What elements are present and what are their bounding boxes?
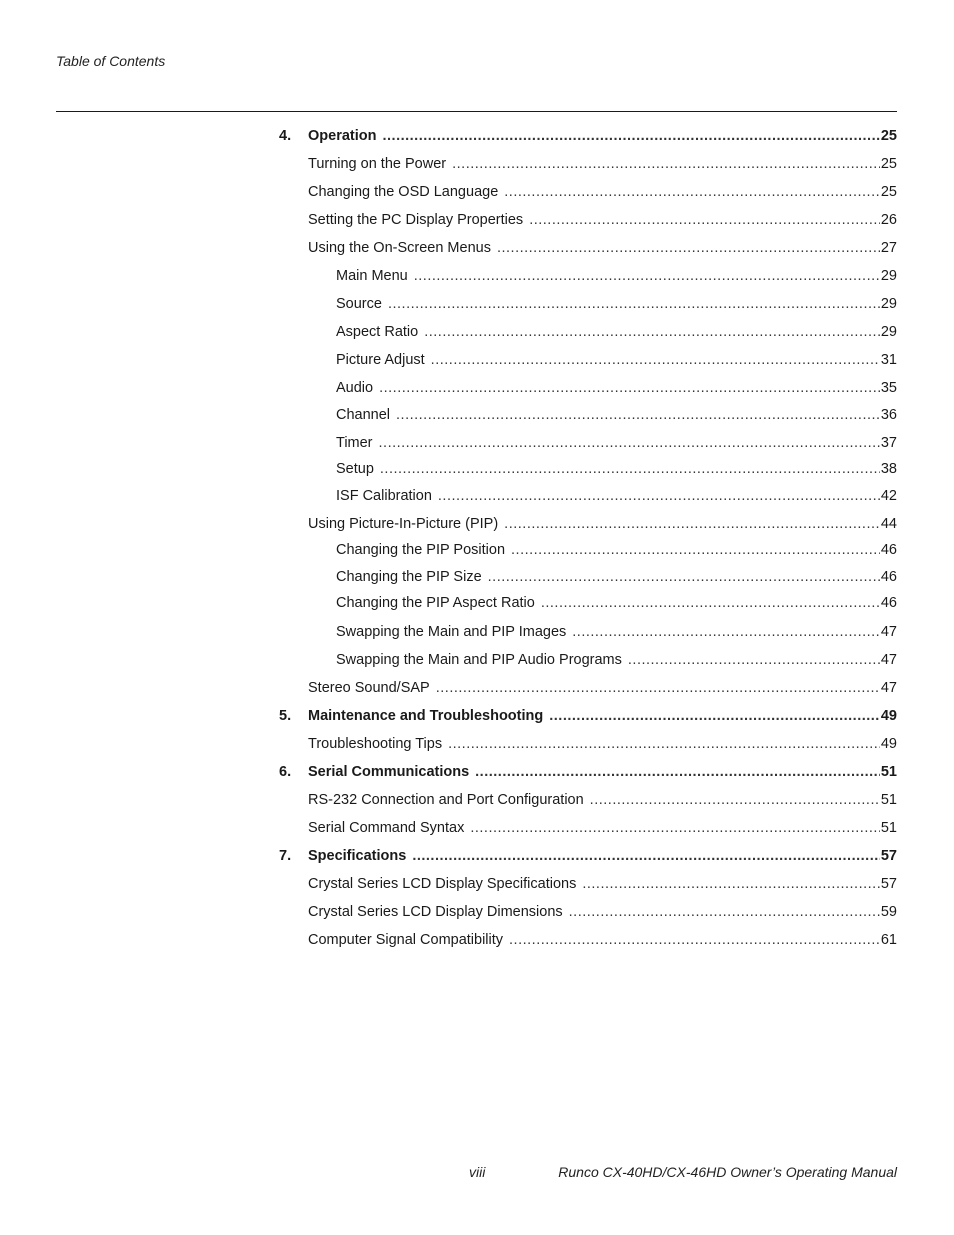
toc-entry-title: Crystal Series LCD Display Dimensions [308,904,563,920]
toc-subentry[interactable] [336,266,897,286]
toc-subentry[interactable] [336,378,897,398]
toc-chapter-7[interactable] [279,846,897,866]
toc-page-number: 31 [880,352,897,368]
toc-entry-title: Setting the PC Display Properties [308,212,524,228]
toc-page-number: 46 [880,569,897,585]
toc-entry[interactable] [308,818,897,838]
dot-leader [436,678,880,698]
toc-entry-title: Operation [308,128,377,144]
dot-leader [628,650,880,670]
toc-entry-title: Maintenance and Troubleshooting [308,708,544,724]
dot-leader [572,622,880,642]
toc-page-number: 49 [880,708,897,724]
toc-entry-title: Aspect Ratio [336,324,419,340]
dot-leader [379,433,880,453]
dot-leader [452,154,880,174]
toc-page-number: 35 [880,380,897,396]
dot-leader [541,593,880,613]
toc-entry-title: Stereo Sound/SAP [308,680,430,696]
dot-leader [529,210,880,230]
dot-leader [549,706,880,726]
dot-leader [431,350,880,370]
toc-page-number: 51 [880,764,897,780]
toc-entry-title: Changing the PIP Position [336,542,506,558]
toc-page-number: 51 [880,820,897,836]
toc-entry-title: Picture Adjust [336,352,425,368]
dot-leader [448,734,880,754]
dot-leader [438,486,880,506]
dot-leader [475,762,880,782]
toc-page-number: 29 [880,324,897,340]
dot-leader [470,818,880,838]
toc-entry[interactable] [308,874,897,894]
toc-entry[interactable] [308,902,897,922]
toc-entry-title: RS-232 Connection and Port Configuration [308,792,584,808]
dot-leader [504,182,880,202]
toc-entry[interactable] [308,238,897,258]
toc-entry-title: Setup [336,461,374,477]
dot-leader [590,790,880,810]
dot-leader [569,902,880,922]
toc-entry-title: Changing the OSD Language [308,184,499,200]
toc-entry-title: Source [336,296,382,312]
dot-leader [388,294,880,314]
toc-page-number: 49 [880,736,897,752]
toc-chapter-6[interactable] [279,762,897,782]
toc-subentry[interactable] [336,459,897,479]
toc-page-number: 59 [880,904,897,920]
toc-entry-title: Serial Command Syntax [308,820,465,836]
toc-entry-title: Turning on the Power [308,156,447,172]
toc-page-number: 57 [880,848,897,864]
toc-page-number: 36 [880,407,897,423]
toc-page-number: 38 [880,461,897,477]
dot-leader [504,514,880,534]
toc-page-number: 27 [880,240,897,256]
toc-subentry[interactable] [336,350,897,370]
toc-page-number: 47 [880,624,897,640]
toc-subentry[interactable] [336,622,897,642]
chapter-number: 4. [279,128,292,144]
toc-page-number: 29 [880,268,897,284]
toc-entry[interactable] [308,154,897,174]
toc-entry[interactable] [308,790,897,810]
toc-page-number: 47 [880,652,897,668]
toc-page-number: 25 [880,128,897,144]
chapter-number: 6. [279,764,292,780]
toc-entry[interactable] [308,182,897,202]
toc-entry-title: Channel [336,407,391,423]
toc-entry-title: Audio [336,380,374,396]
toc-entry-title: Computer Signal Compatibility [308,932,504,948]
toc-page-number: 51 [880,792,897,808]
toc-entry-title: ISF Calibration [336,488,432,504]
toc-page-number: 25 [880,184,897,200]
chapter-number: 5. [279,708,292,724]
toc-page-number: 46 [880,542,897,558]
toc-entry-title: Troubleshooting Tips [308,736,443,752]
dot-leader [396,405,880,425]
toc-page-number: 37 [880,435,897,451]
toc-subentry[interactable] [336,486,897,506]
dot-leader [380,459,880,479]
dot-leader [488,567,880,587]
footer-page-number: viii [469,1164,486,1180]
toc-subentry[interactable] [336,294,897,314]
toc-page-number: 26 [880,212,897,228]
toc-subentry[interactable] [336,650,897,670]
toc-entry-title: Crystal Series LCD Display Specifications [308,876,577,892]
toc-entry-title: Main Menu [336,268,408,284]
dot-leader [424,322,880,342]
dot-leader [511,540,880,560]
toc-entry[interactable] [308,210,897,230]
dot-leader [379,378,880,398]
toc-entry-title: Changing the PIP Aspect Ratio [336,595,535,611]
toc-subentry[interactable] [336,567,897,587]
toc-entry-title: Swapping the Main and PIP Images [336,624,567,640]
toc-page-number: 25 [880,156,897,172]
toc-entry-title: Changing the PIP Size [336,569,482,585]
toc-entry-title: Timer [336,435,373,451]
toc-chapter-5[interactable] [279,706,897,726]
toc-subentry[interactable] [336,322,897,342]
dot-leader [582,874,880,894]
toc-page-number: 46 [880,595,897,611]
dot-leader [414,266,880,286]
toc-entry[interactable] [308,930,897,950]
toc-page-number: 44 [880,516,897,532]
toc-entry-title: Specifications [308,848,407,864]
toc-page-number: 47 [880,680,897,696]
toc-page-number: 57 [880,876,897,892]
toc-subentry[interactable] [336,405,897,425]
toc-entry[interactable] [308,678,897,698]
toc-entry[interactable] [308,514,897,534]
toc-entry-title: Serial Communications [308,764,470,780]
toc-subentry[interactable] [336,540,897,560]
toc-entry[interactable] [308,734,897,754]
footer-manual-title: Runco CX-40HD/CX-46HD Owner’s Operating Manual [558,1164,897,1180]
running-head: Table of Contents [56,53,166,69]
toc-subentry[interactable] [336,593,897,613]
toc-page-number: 29 [880,296,897,312]
toc-entry-title: Swapping the Main and PIP Audio Programs [336,652,622,668]
dot-leader [382,126,879,146]
toc-entry-title: Using the On-Screen Menus [308,240,491,256]
chapter-number: 7. [279,848,292,864]
toc-subentry[interactable] [336,433,897,453]
toc-chapter-4[interactable] [279,126,897,146]
dot-leader [412,846,880,866]
dot-leader [509,930,880,950]
toc-page-number: 61 [880,932,897,948]
toc-page-number: 42 [880,488,897,504]
toc-entry-title: Using Picture-In-Picture (PIP) [308,516,499,532]
dot-leader [497,238,880,258]
